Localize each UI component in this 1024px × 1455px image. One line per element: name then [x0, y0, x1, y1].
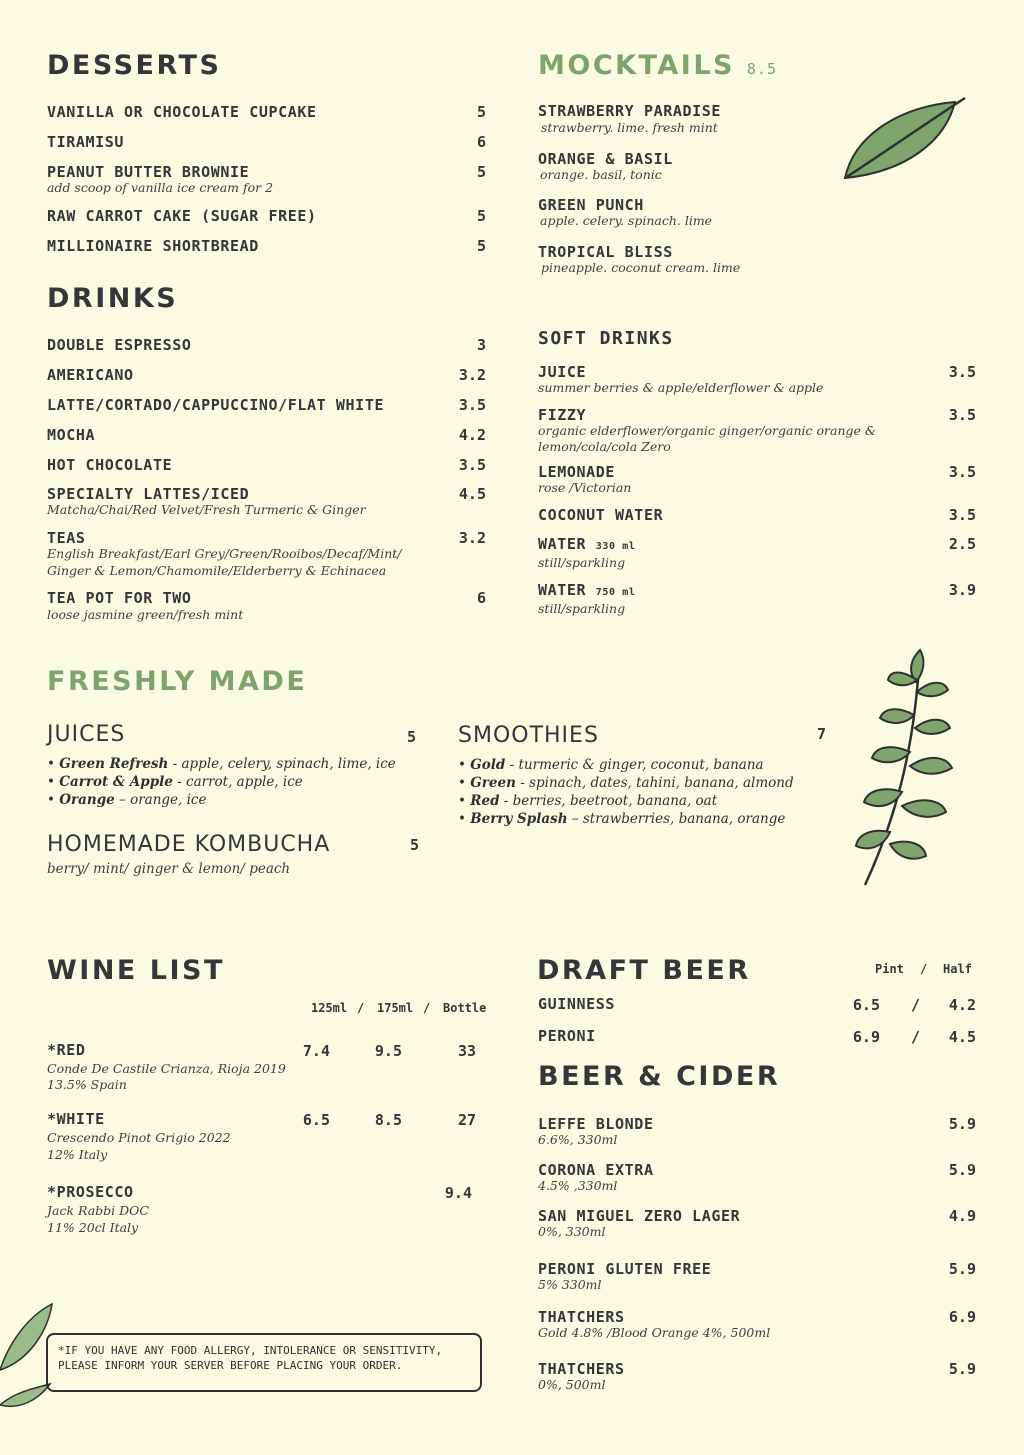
wine-price-175: 9.5 — [374, 1042, 402, 1060]
dessert-price: 5 — [476, 163, 486, 181]
wine-price-bottle: 9.4 — [444, 1184, 472, 1202]
soft-drink-price: 3.9 — [948, 581, 976, 599]
draft-col-pint: Pint — [875, 962, 904, 976]
allergy-notice — [46, 1333, 482, 1392]
beer-price: 5.9 — [948, 1161, 976, 1179]
wine-desc: Crescendo Pinot Grigio 2022 — [47, 1130, 231, 1145]
beer-cider-heading: BEER & CIDER — [538, 1061, 781, 1092]
draft-beer-name: PERONI — [538, 1027, 596, 1045]
beer-desc: 0%, 330ml — [538, 1224, 606, 1239]
dessert-name: MILLIONAIRE SHORTBREAD — [47, 237, 259, 255]
list-item: • Carrot & Apple - carrot, apple, ice — [47, 774, 303, 790]
drink-name: MOCHA — [47, 426, 96, 444]
soft-drink-desc: rose /Victorian — [538, 480, 632, 495]
drinks-heading: DRINKS — [47, 283, 179, 314]
draft-sep: / — [910, 1028, 920, 1046]
soft-drink-desc: organic elderflower/organic ginger/organic orange & — [538, 423, 876, 438]
drink-price: 3.5 — [458, 456, 486, 474]
water-label: WATER — [538, 535, 587, 553]
beer-name: PERONI GLUTEN FREE — [538, 1260, 712, 1278]
mocktails-heading — [538, 50, 777, 81]
beer-desc: 5% 330ml — [538, 1277, 602, 1292]
wine-col-125: 125ml — [311, 1001, 348, 1015]
wine-col-sep: / — [423, 1001, 431, 1015]
smoothies-list — [458, 756, 794, 828]
mocktail-name: STRAWBERRY PARADISE — [538, 102, 721, 120]
soft-drink-name: JUICE — [538, 363, 587, 381]
dessert-price: 5 — [476, 103, 486, 121]
dessert-name: TIRAMISU — [47, 133, 125, 151]
draft-price-half: 4.5 — [948, 1028, 976, 1046]
smoothies-heading: SMOOTHIES — [458, 723, 599, 748]
wine-list-heading: WINE LIST — [47, 955, 225, 986]
drink-name: TEAS — [47, 529, 86, 547]
wine-price-bottle: 33 — [457, 1042, 476, 1060]
draft-col-half: Half — [943, 962, 972, 976]
wine-desc: 11% 20cl Italy — [47, 1220, 139, 1235]
wine-col-bottle: Bottle — [443, 1001, 487, 1015]
wine-name: *WHITE — [47, 1110, 105, 1128]
drink-name: HOT CHOCOLATE — [47, 456, 173, 474]
list-item: • Green - spinach, dates, tahini, banana, almond — [458, 775, 794, 791]
beer-desc: 4.5% ,330ml — [538, 1178, 618, 1193]
list-item: • Berry Splash – strawberries, banana, orange — [458, 811, 786, 827]
drink-name: AMERICANO — [47, 366, 134, 384]
list-item: • Orange – orange, ice — [47, 792, 207, 808]
allergy-line: *IF YOU HAVE ANY FOOD ALLERGY, INTOLERANCE OR SENSITIVITY, — [58, 1344, 443, 1357]
soft-drink-price: 2.5 — [948, 535, 976, 553]
beer-name: LEFFE BLONDE — [538, 1115, 654, 1133]
wine-col-sep: / — [357, 1001, 365, 1015]
soft-drink-desc: lemon/cola/cola Zero — [538, 439, 671, 454]
list-item: • Green Refresh - apple, celery, spinach, lime, ice — [47, 756, 396, 772]
soft-drink-name: COCONUT WATER — [538, 506, 664, 524]
dessert-name: RAW CARROT CAKE (SUGAR FREE) — [47, 207, 317, 225]
drink-price: 4.2 — [458, 426, 486, 444]
drink-name: TEA POT FOR TWO — [47, 589, 192, 607]
dessert-name: VANILLA OR CHOCOLATE CUPCAKE — [47, 103, 317, 121]
drink-price: 3 — [476, 336, 486, 354]
draft-price-half: 4.2 — [948, 996, 976, 1014]
leaf-illustration — [835, 92, 975, 184]
kombucha-heading: HOMEMADE KOMBUCHA — [47, 832, 331, 857]
freshly-made-heading: FRESHLY MADE — [47, 666, 308, 697]
allergy-line: PLEASE INFORM YOUR SERVER BEFORE PLACING YOUR ORDER. — [58, 1359, 403, 1372]
juices-list — [47, 755, 396, 809]
beer-name: CORONA EXTRA — [538, 1161, 654, 1179]
drink-desc: English Breakfast/Earl Grey/Green/Rooibos/Decaf/Mint/ — [47, 546, 402, 561]
soft-drinks-heading: SOFT DRINKS — [538, 328, 674, 349]
draft-beer-name: GUINNESS — [538, 995, 616, 1013]
wine-desc: 12% Italy — [47, 1147, 108, 1162]
water-size: 750 ml — [595, 587, 636, 598]
list-item: • Red - berries, beetroot, banana, oat — [458, 793, 718, 809]
wine-name: *PROSECCO — [47, 1183, 134, 1201]
drink-desc: Matcha/Chai/Red Velvet/Fresh Turmeric & Ginger — [47, 502, 366, 517]
beer-name: THATCHERS — [538, 1360, 625, 1378]
drink-price: 3.2 — [458, 529, 486, 547]
soft-drink-name — [538, 581, 636, 599]
mocktail-desc: orange. basil, tonic — [540, 167, 662, 182]
soft-drink-name: LEMONADE — [538, 463, 616, 481]
juices-heading: JUICES — [47, 722, 126, 747]
mocktail-name: GREEN PUNCH — [538, 196, 644, 214]
beer-price: 5.9 — [948, 1360, 976, 1378]
mocktails-price: 8.5 — [746, 60, 777, 78]
mocktail-desc: strawberry. lime. fresh mint — [541, 120, 718, 135]
draft-price-pint: 6.9 — [852, 1028, 880, 1046]
list-item: • Gold - turmeric & ginger, coconut, banana — [458, 757, 764, 773]
soft-drink-price: 3.5 — [948, 463, 976, 481]
mocktail-desc: pineapple. coconut cream. lime — [541, 260, 741, 275]
wine-col-175: 175ml — [377, 1001, 414, 1015]
drink-desc: loose jasmine green/fresh mint — [47, 607, 244, 622]
wine-desc: Conde De Castile Crianza, Rioja 2019 — [47, 1061, 286, 1076]
wine-price-bottle: 27 — [457, 1111, 476, 1129]
soft-drink-desc: still/sparkling — [538, 601, 626, 616]
wine-desc: Jack Rabbi DOC — [47, 1203, 149, 1218]
water-size: 330 ml — [595, 541, 636, 552]
drink-desc: Ginger & Lemon/Chamomile/Elderberry & Echinacea — [47, 563, 387, 578]
soft-drink-price: 3.5 — [948, 363, 976, 381]
dessert-price: 5 — [476, 237, 486, 255]
draft-price-pint: 6.5 — [852, 996, 880, 1014]
kombucha-desc: berry/ mint/ ginger & lemon/ peach — [47, 861, 291, 877]
wine-price-125: 6.5 — [302, 1111, 330, 1129]
wine-name: *RED — [47, 1041, 86, 1059]
wine-price-125: 7.4 — [302, 1042, 330, 1060]
drink-price: 3.5 — [458, 396, 486, 414]
drink-price: 4.5 — [458, 485, 486, 503]
juices-price: 5 — [406, 728, 416, 746]
drink-price: 3.2 — [458, 366, 486, 384]
smoothies-price: 7 — [816, 725, 826, 743]
dessert-price: 5 — [476, 207, 486, 225]
mocktail-name: ORANGE & BASIL — [538, 150, 673, 168]
desserts-heading: DESSERTS — [47, 50, 222, 81]
soft-drink-price: 3.5 — [948, 406, 976, 424]
dessert-desc: add scoop of vanilla ice cream for 2 — [47, 180, 274, 195]
drink-name: SPECIALTY LATTES/ICED — [47, 485, 250, 503]
soft-drink-price: 3.5 — [948, 506, 976, 524]
beer-name: THATCHERS — [538, 1308, 625, 1326]
draft-beer-heading: DRAFT BEER — [537, 955, 751, 986]
beer-desc: 6.6%, 330ml — [538, 1132, 618, 1147]
soft-drink-desc: summer berries & apple/elderflower & apple — [538, 380, 824, 395]
soft-drink-desc: still/sparkling — [538, 555, 626, 570]
branch-illustration — [850, 640, 980, 890]
soft-drink-name: FIZZY — [538, 406, 587, 424]
beer-price: 5.9 — [948, 1115, 976, 1133]
wine-desc: 13.5% Spain — [47, 1077, 127, 1092]
drink-price: 6 — [476, 589, 486, 607]
beer-price: 4.9 — [948, 1207, 976, 1225]
drink-name: LATTE/CORTADO/CAPPUCCINO/FLAT WHITE — [47, 396, 385, 414]
beer-name: SAN MIGUEL ZERO LAGER — [538, 1207, 741, 1225]
wine-price-175: 8.5 — [374, 1111, 402, 1129]
water-label: WATER — [538, 581, 587, 599]
draft-col-sep: / — [920, 962, 928, 976]
dessert-name: PEANUT BUTTER BROWNIE — [47, 163, 250, 181]
beer-desc: Gold 4.8% /Blood Orange 4%, 500ml — [538, 1325, 771, 1340]
beer-price: 5.9 — [948, 1260, 976, 1278]
kombucha-price: 5 — [409, 836, 419, 854]
mocktail-desc: apple. celery. spinach. lime — [540, 213, 713, 228]
draft-sep: / — [910, 996, 920, 1014]
mocktails-title: MOCKTAILS — [538, 50, 735, 81]
soft-drink-name — [538, 535, 636, 553]
drink-name: DOUBLE ESPRESSO — [47, 336, 192, 354]
beer-price: 6.9 — [948, 1308, 976, 1326]
mocktail-name: TROPICAL BLISS — [538, 243, 673, 261]
beer-desc: 0%, 500ml — [538, 1377, 606, 1392]
dessert-price: 6 — [476, 133, 486, 151]
